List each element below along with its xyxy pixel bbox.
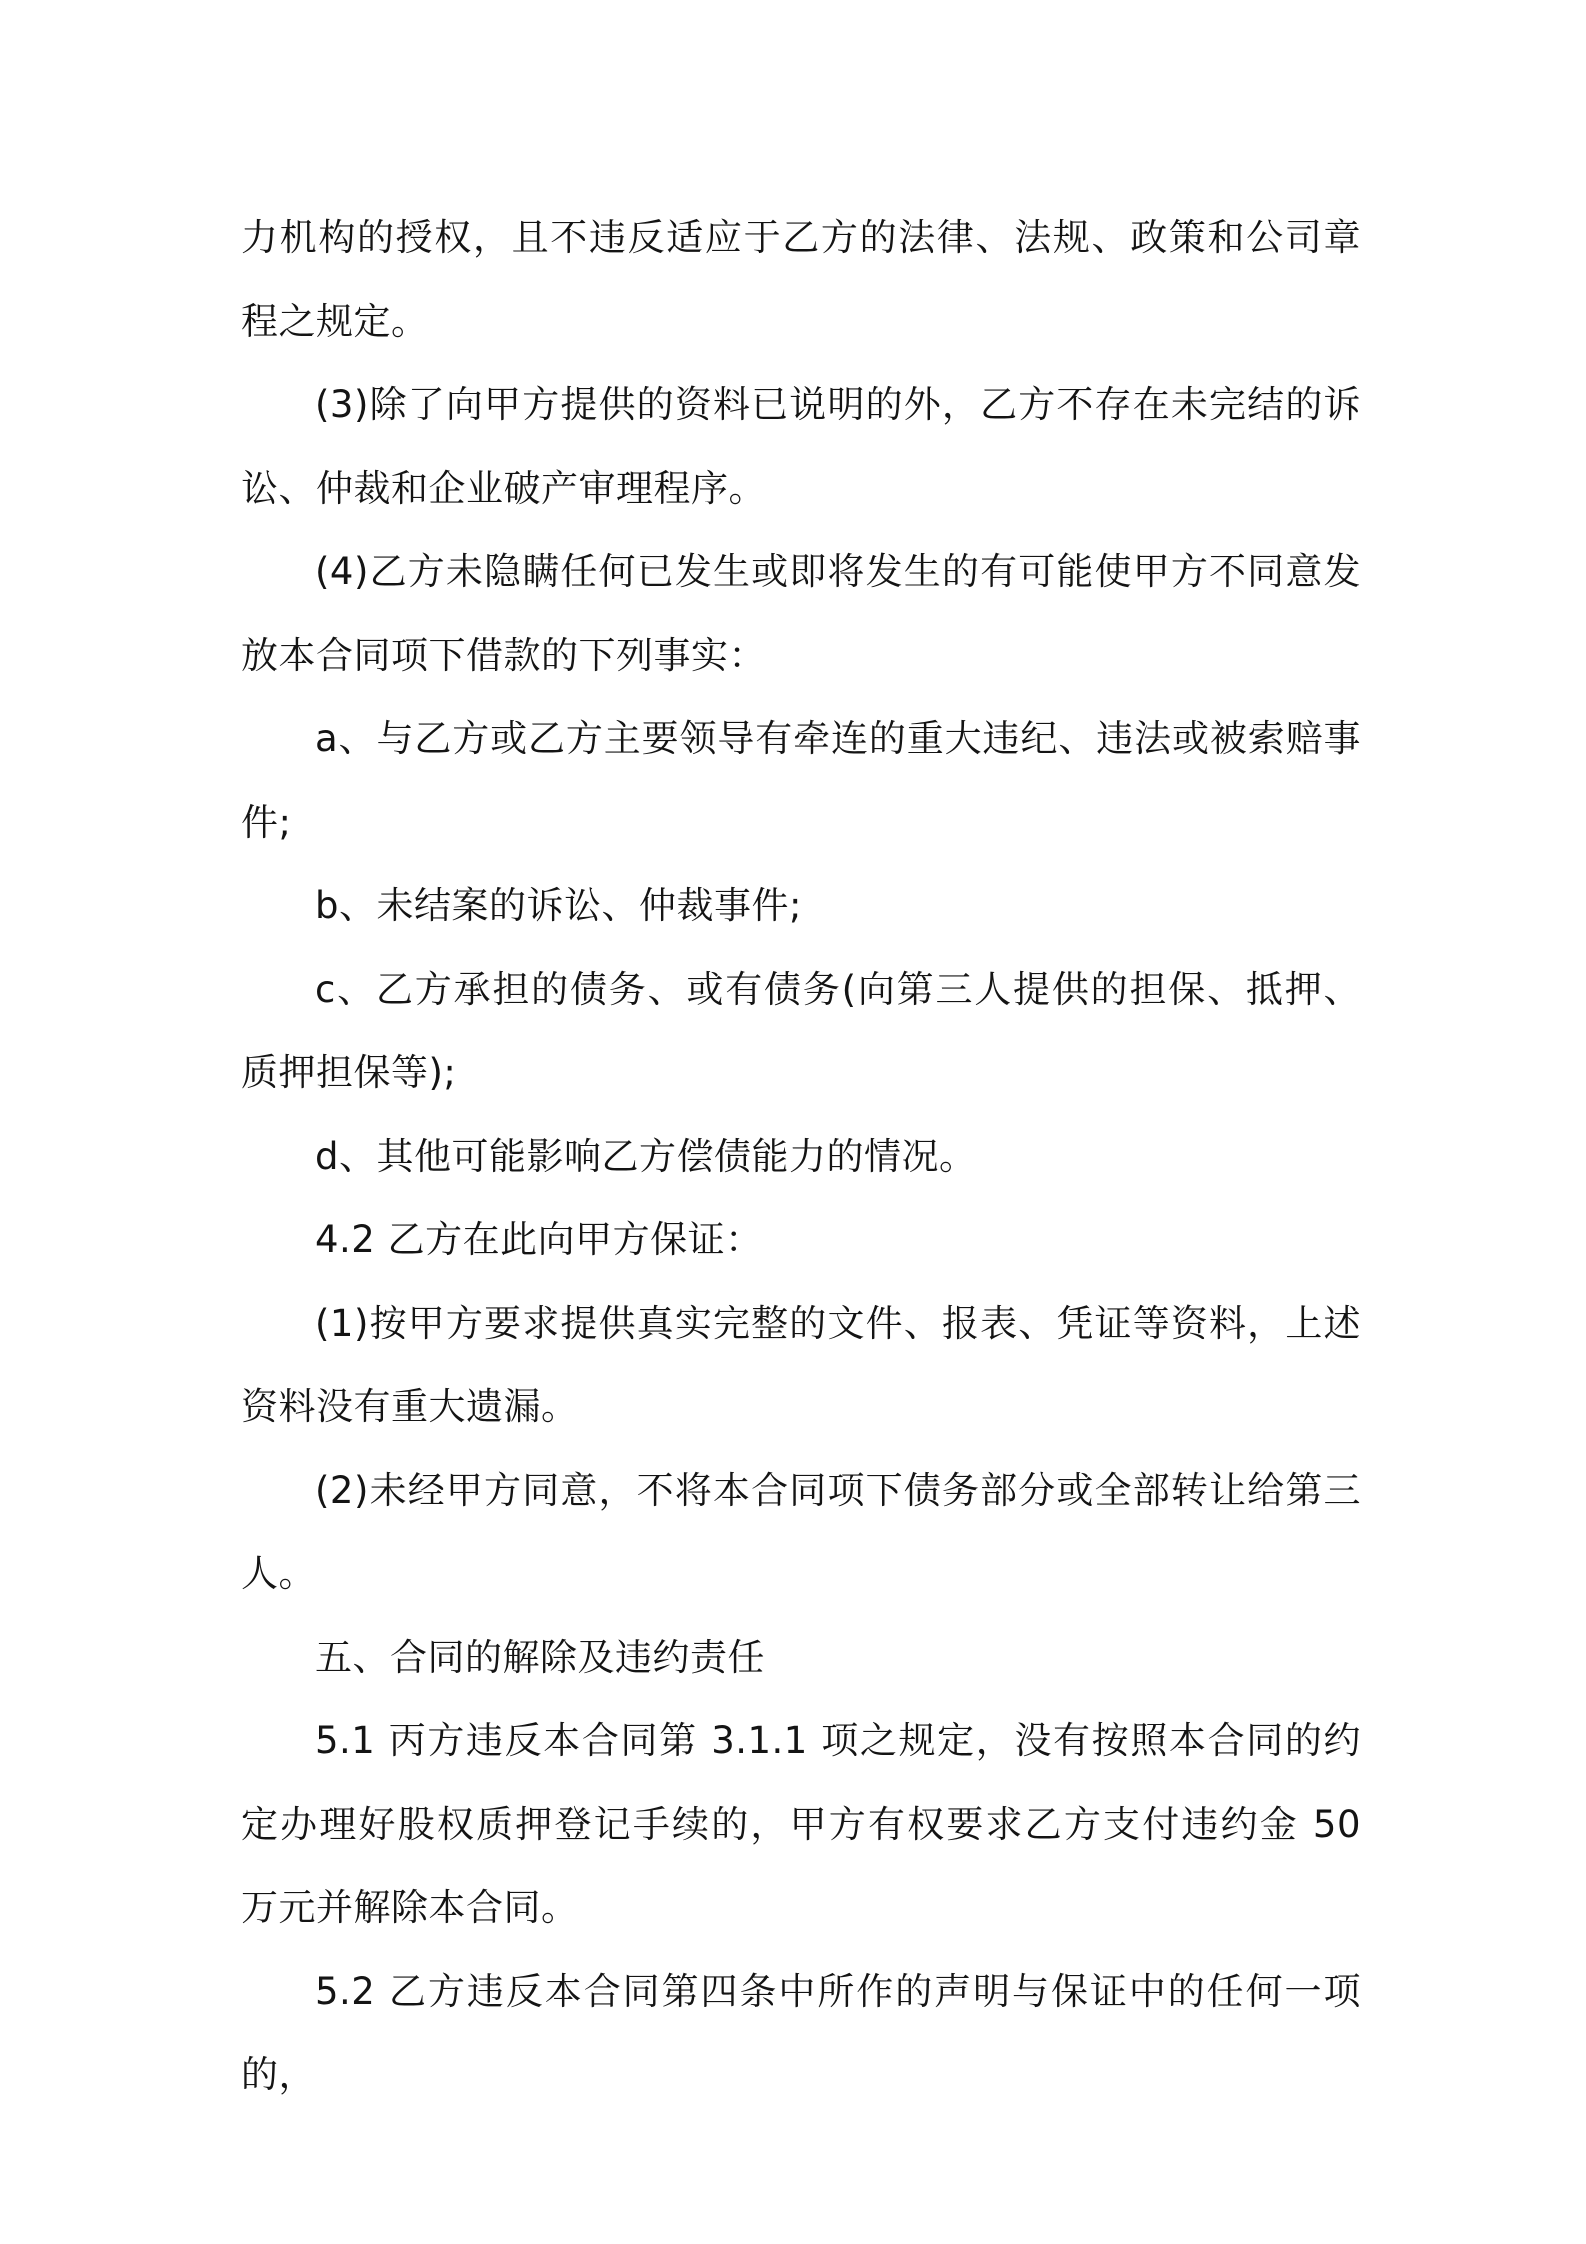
- paragraph-clause-3: (3)除了向甲方提供的资料已说明的外，乙方不存在未完结的诉讼、仲裁和企业破产审理程序。: [241, 383, 1361, 510]
- paragraph-item-a: a、与乙方或乙方主要领导有牵连的重大违纪、违法或被索赔事件;: [241, 717, 1361, 844]
- paragraph-guarantee-1: (1)按甲方要求提供真实完整的文件、报表、凭证等资料，上述资料没有重大遗漏。: [241, 1301, 1361, 1428]
- document-body: [241, 196, 1361, 2117]
- paragraph-section-4-2: 4.2 乙方在此向甲方保证：: [315, 1218, 763, 1261]
- paragraph-guarantee-2: (2)未经甲方同意，不将本合同项下债务部分或全部转让给第三人。: [241, 1468, 1361, 1595]
- paragraph-section-5-2: 5.2 乙方违反本合同第四条中所作的声明与保证中的任何一项的，: [241, 1969, 1361, 2096]
- section-heading-5: 五、合同的解除及违约责任: [315, 1635, 765, 1679]
- paragraph-item-c: c、乙方承担的债务、或有债务(向第三人提供的担保、抵押、质押担保等);: [241, 967, 1361, 1094]
- paragraph-section-5-1: 5.1 丙方违反本合同第 3.1.1 项之规定，没有按照本合同的约定办理好股权质押登记手续的，甲方有权要求乙方支付违约金 50 万元并解除本合同。: [241, 1719, 1361, 1929]
- paragraph-authorization-continued: 力机构的授权，且不违反适应于乙方的法律、法规、政策和公司章程之规定。: [241, 216, 1361, 343]
- paragraph-item-d: d、其他可能影响乙方偿债能力的情况。: [315, 1134, 977, 1178]
- paragraph-clause-4: (4)乙方未隐瞒任何已发生或即将发生的有可能使甲方不同意发放本合同项下借款的下列事实：: [241, 550, 1361, 677]
- paragraph-item-b: b、未结案的诉讼、仲裁事件;: [315, 884, 802, 927]
